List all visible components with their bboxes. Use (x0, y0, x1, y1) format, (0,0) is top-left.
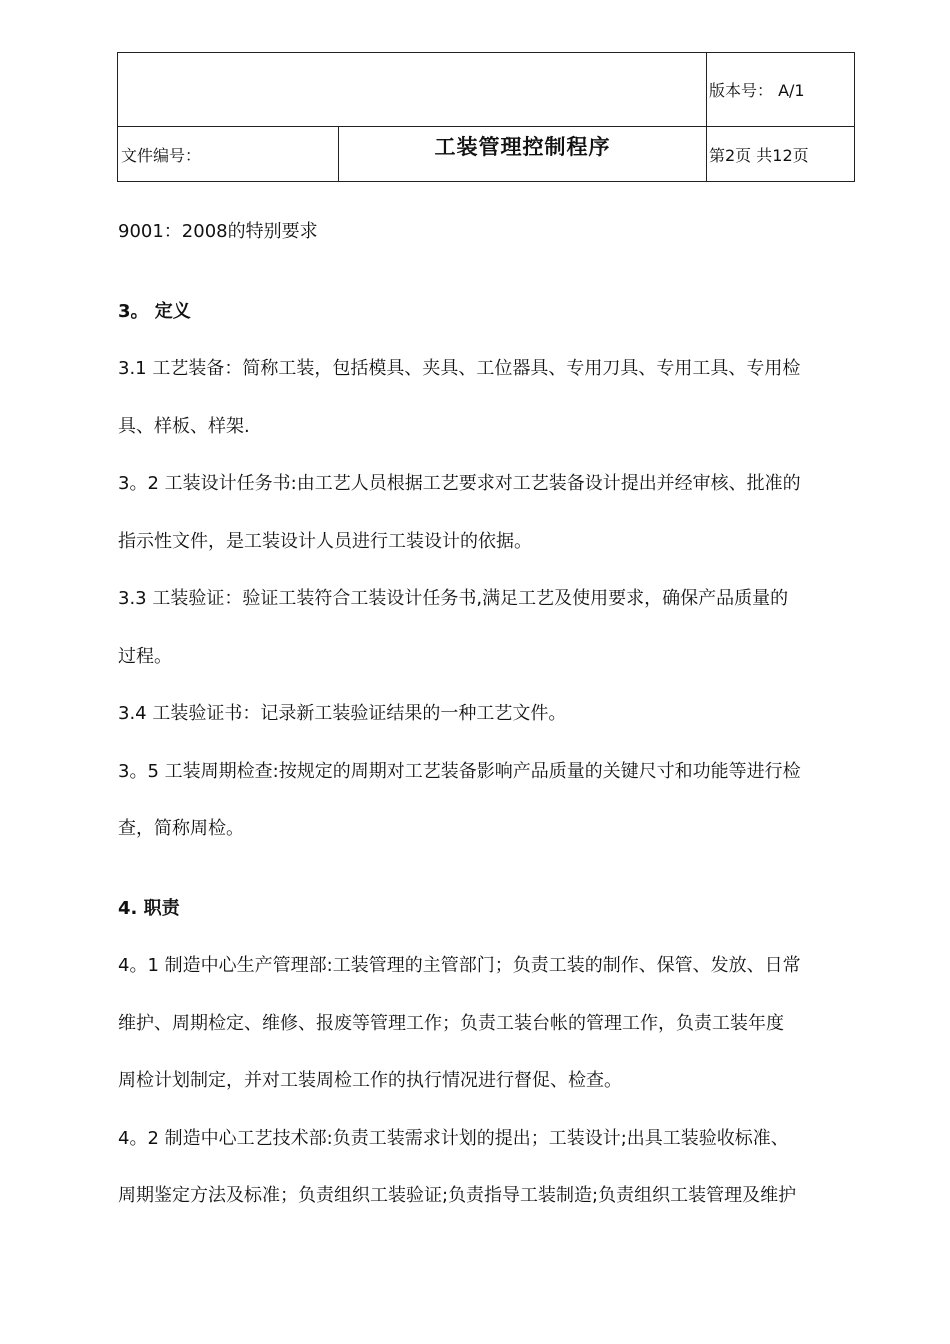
document-header-table (117, 52, 855, 182)
paragraph-4-2-line-1: 4。2 制造中心工艺技术部:负责工装需求计划的提出；工装设计;出具工装验收标准、 (118, 1127, 789, 1149)
paragraph-3-1-line-2: 具、样板、样架. (118, 415, 250, 437)
paragraph-3-3-line-1: 3.3 工装验证：验证工装符合工装设计任务书,满足工艺及使用要求，确保产品质量的 (118, 588, 789, 609)
document-title: 工装管理控制程序 (339, 127, 707, 182)
intro-line: 9001：2008的特别要求 (118, 221, 318, 242)
paragraph-3-2-line-2: 指示性文件，是工装设计人员进行工装设计的依据。 (118, 530, 532, 552)
section-3-heading: 3。 定义 (118, 300, 191, 322)
version-number: 版本号： A/1 (707, 53, 855, 127)
paragraph-4-1-line-3: 周检计划制定，并对工装周检工作的执行情况进行督促、检查。 (118, 1070, 622, 1091)
header-blank-cell (118, 53, 707, 127)
page-info: 第2页 共12页 (707, 127, 855, 182)
paragraph-3-5-line-2: 查，简称周检。 (118, 818, 244, 839)
paragraph-3-1-line-1: 3.1 工艺装备：简称工装，包括模具、夹具、工位器具、专用刀具、专用工具、专用检 (118, 358, 801, 379)
paragraph-3-4-line-1: 3.4 工装验证书：记录新工装验证结果的一种工艺文件。 (118, 703, 567, 724)
section-4-heading: 4. 职责 (118, 897, 180, 919)
paragraph-4-2-line-2: 周期鉴定方法及标准；负责组织工装验证;负责指导工装制造;负责组织工装管理及维护 (118, 1185, 797, 1206)
paragraph-4-1-line-1: 4。1 制造中心生产管理部:工装管理的主管部门；负责工装的制作、保管、发放、日常 (118, 955, 801, 976)
paragraph-3-2-line-1: 3。2 工装设计任务书:由工艺人员根据工艺要求对工艺装备设计提出并经审核、批准的 (118, 473, 801, 494)
paragraph-4-1-line-2: 维护、周期检定、维修、报废等管理工作；负责工装台帐的管理工作，负责工装年度 (118, 1012, 784, 1034)
paragraph-3-5-line-1: 3。5 工装周期检查:按规定的周期对工艺装备影响产品质量的关键尺寸和功能等进行检 (118, 760, 801, 782)
paragraph-3-3-line-2: 过程。 (118, 645, 172, 667)
document-number-label: 文件编号： (118, 127, 339, 182)
document-body (118, 203, 848, 1225)
